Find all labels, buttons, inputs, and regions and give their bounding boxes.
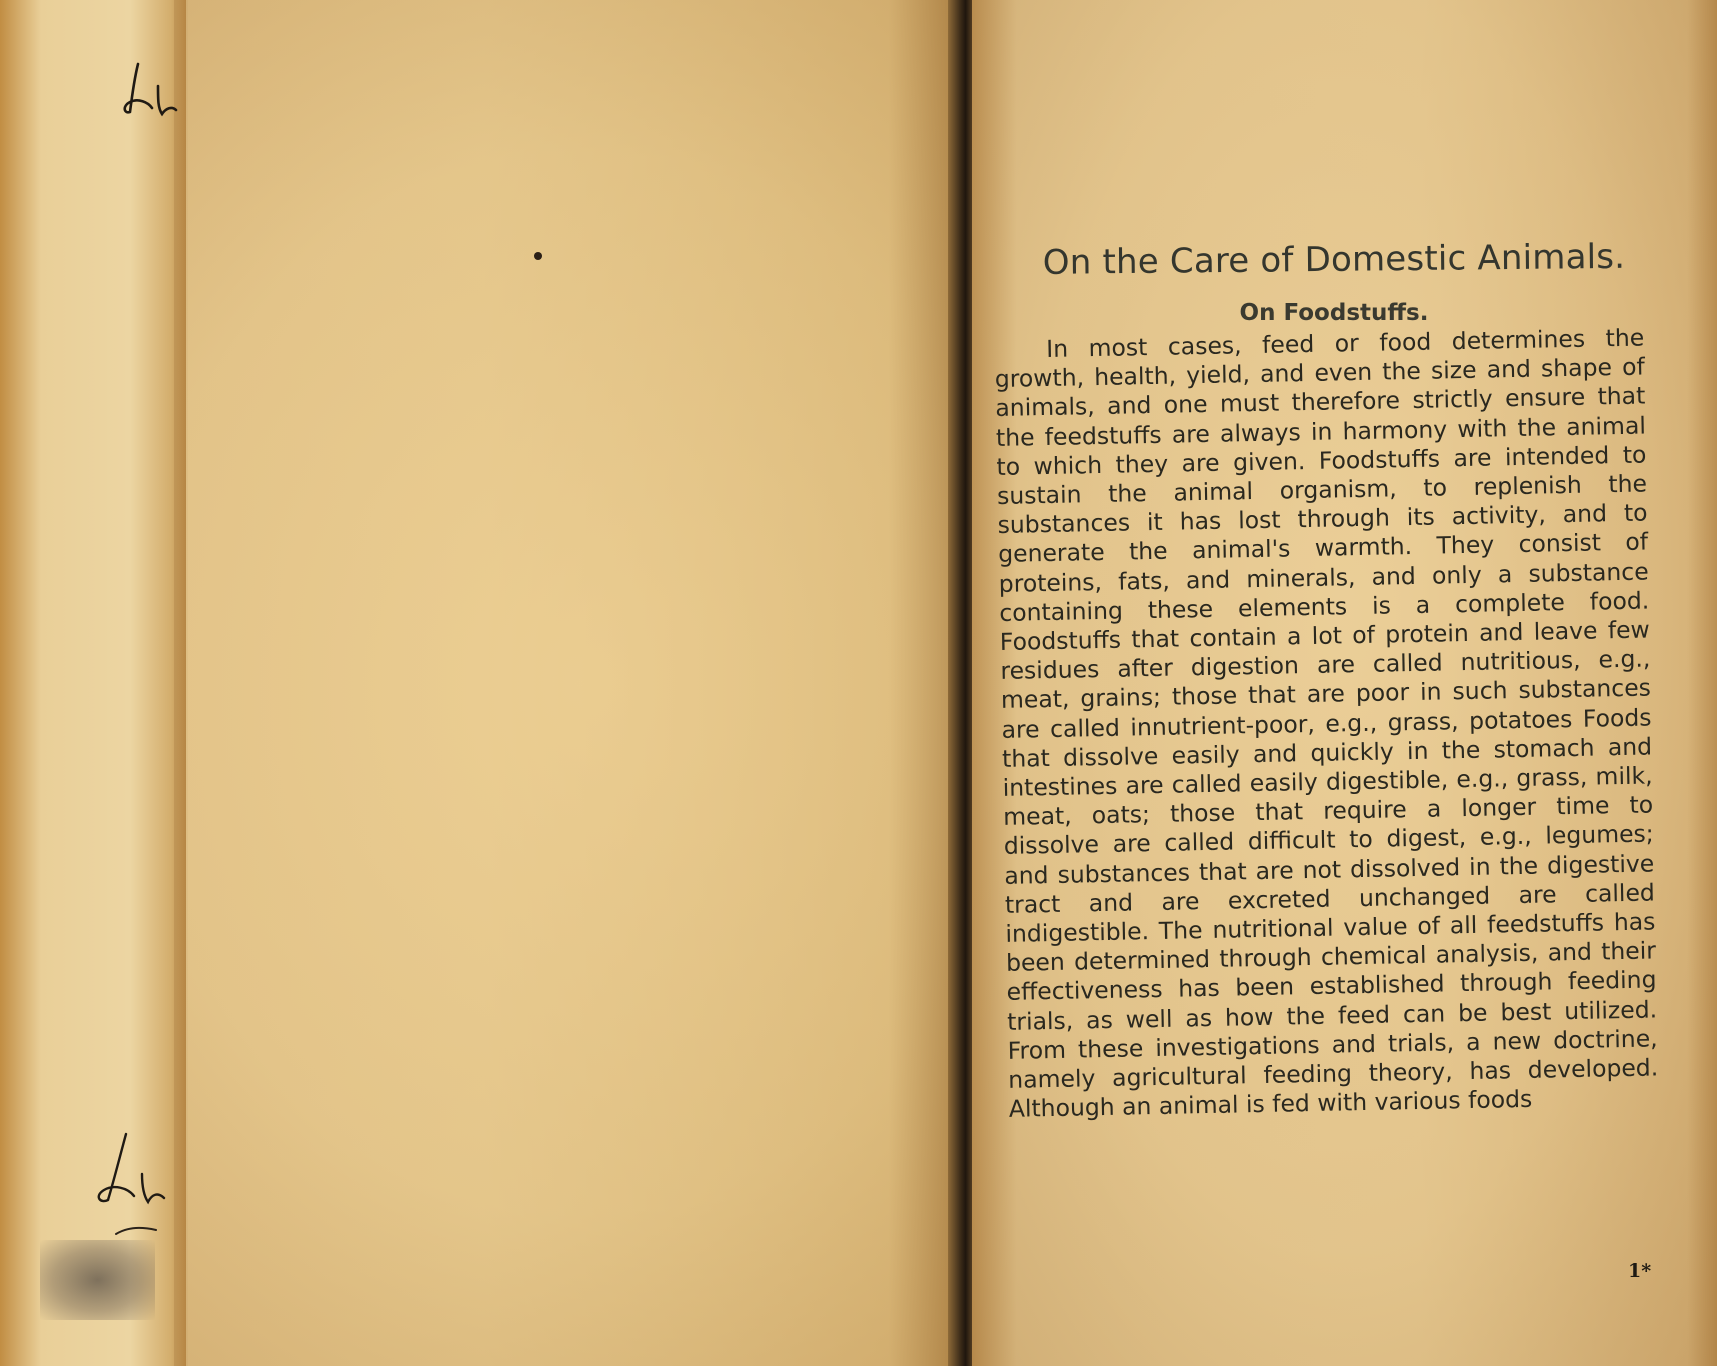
page-title: On the Care of Domestic Animals.: [1042, 236, 1626, 283]
spine-edge-shadow: [174, 0, 188, 1366]
right-page: [972, 0, 1717, 1366]
ink-stain: [40, 1240, 155, 1320]
ink-dot: [534, 252, 542, 260]
handwritten-mark-top: [118, 56, 188, 126]
body-text: In most cases, feed or food determines the growth, health, yield, and even the size and shape of animals, and one must therefore strictly ensure that the feedstuffs are always in harmony with the animal to which they are given. Foodstuffs are intended to sustain the animal organism, to replenish the substances it has lost through its activity, and to generate the animal's warmth. They consist of proteins, fats, and minerals, and only a substance containing these elements is a complete food. Foodstuffs that contain a lot of protein and leave few residues after digestion are called nutritious, e.g., meat, grains; those that are poor in such substances are called innutrient-poor, e.g., grass, potatoes Foods that dissolve easily and quickly in the stomach and intestines are called easily digestible, e.g., grass, milk, meat, oats; those that require a longer time to dissolve are called difficult to digest, e.g., legumes; and substances that are not dissolved in the digestive tract and are excreted unchanged are called indigestible. The nutritional value of all feedstuffs has been determined through chemical analysis, and their effectiveness has been established through feeding trials, as well as how the feed can be best utilized. From these investigations and trials, a new doctrine, namely agricultural feeding theory, has developed. Although an animal is fed with various foods: [994, 323, 1659, 1124]
section-heading: On Foodstuffs.: [1239, 300, 1429, 326]
page-number: 1*: [1628, 1260, 1652, 1282]
handwritten-mark-bottom: [86, 1130, 176, 1240]
page-content: [994, 236, 1659, 1124]
